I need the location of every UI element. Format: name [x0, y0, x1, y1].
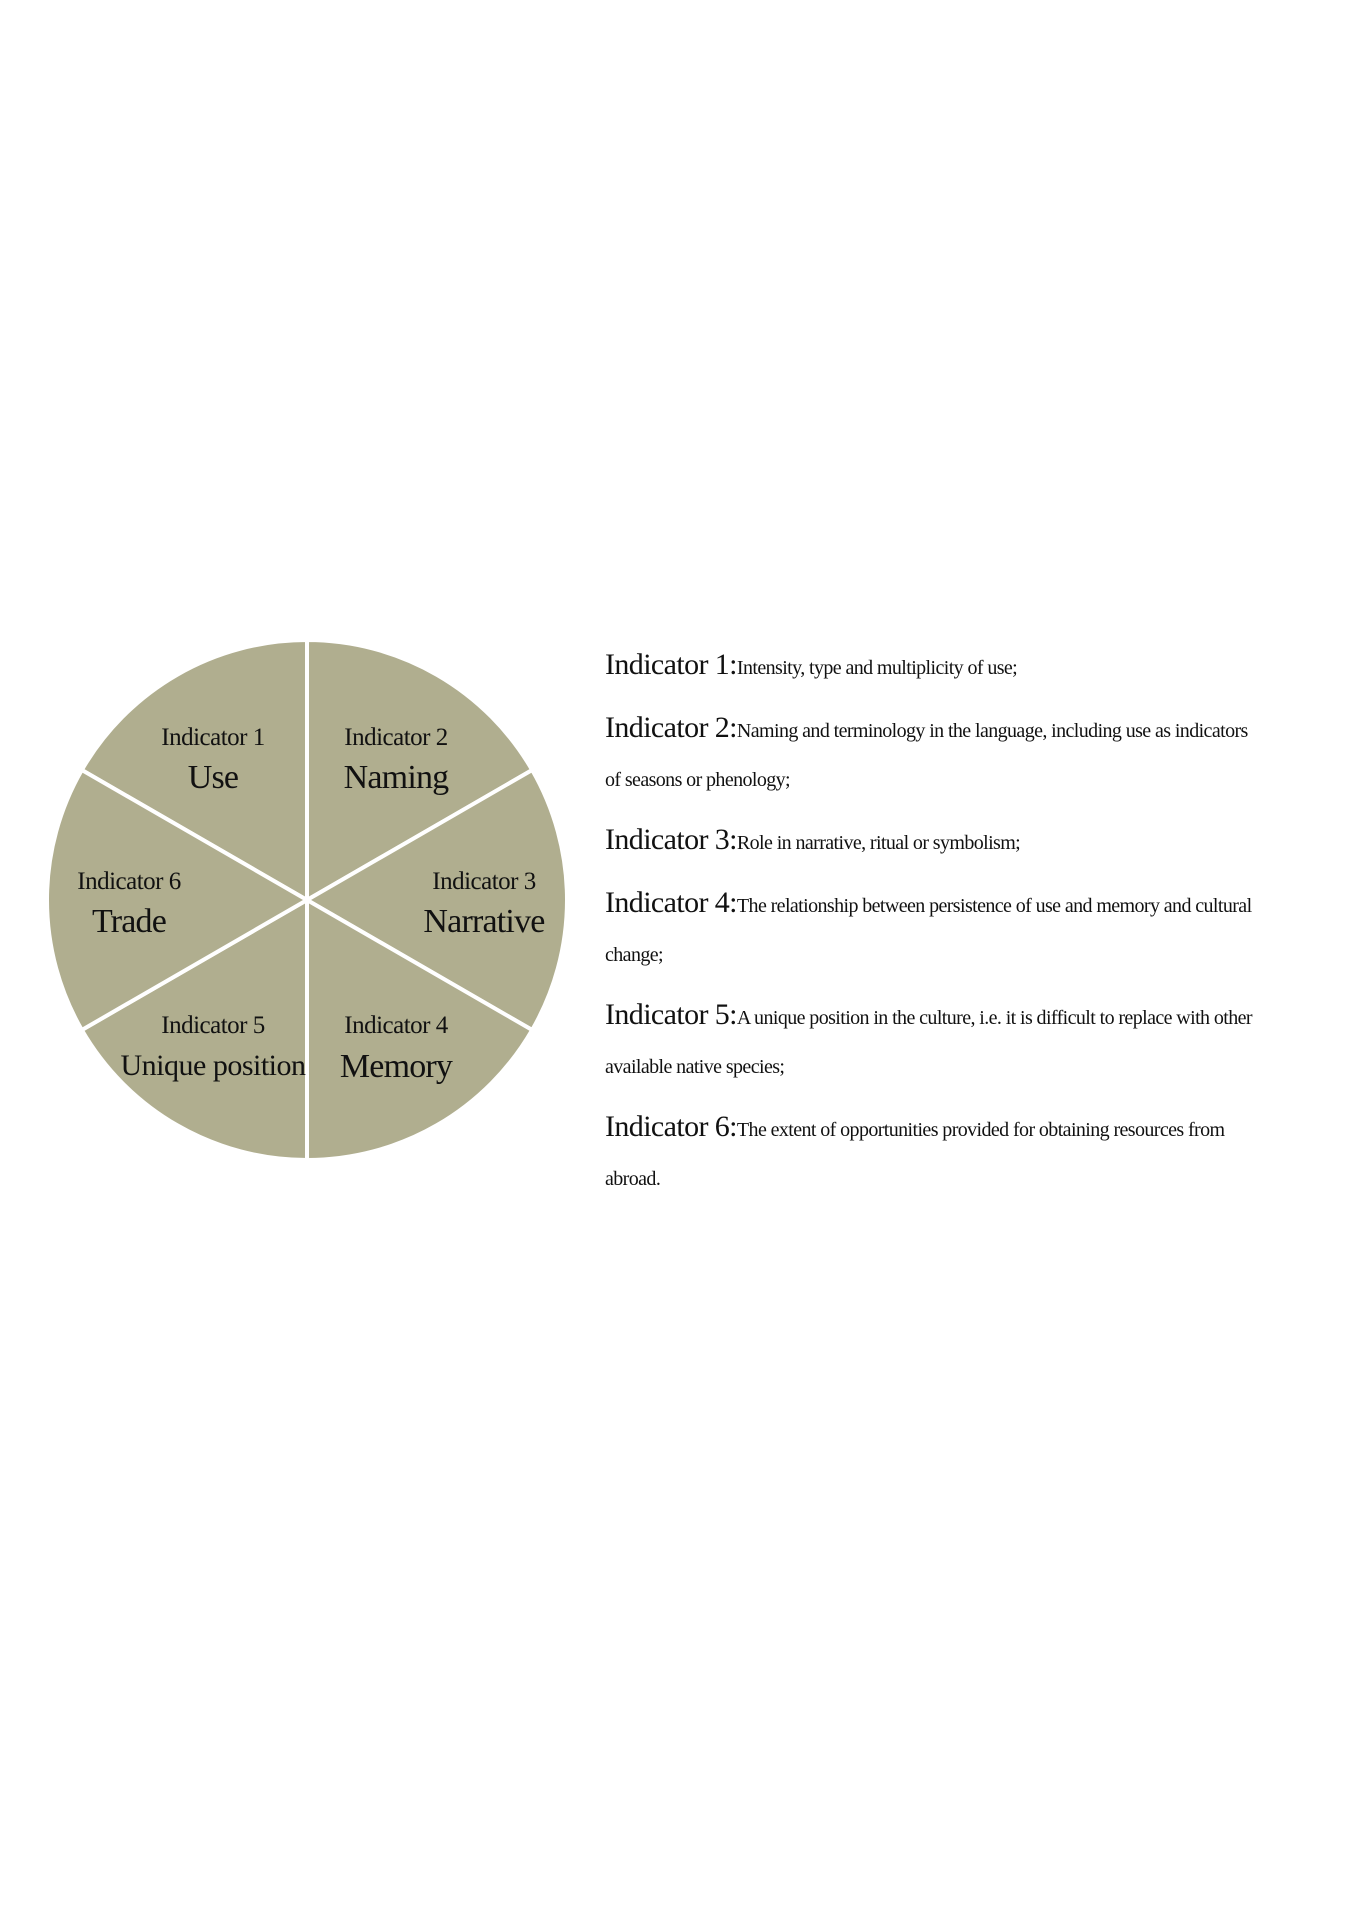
segment-name-label-3: Narrative — [423, 903, 545, 940]
indicator-wheel — [0, 0, 620, 1200]
indicator-legend — [605, 640, 1265, 1214]
segment-indicator-label-4: Indicator 4 — [344, 1012, 448, 1039]
legend-entry-4 — [605, 878, 1265, 980]
legend-text-3: Role in narrative, ritual or symbolism; — [736, 832, 1021, 854]
legend-entry-1 — [605, 640, 1265, 693]
segment-indicator-label-5: Indicator 5 — [161, 1012, 265, 1039]
segment-name-label-4: Memory — [339, 1048, 453, 1085]
legend-text-1: Intensity, type and multiplicity of use; — [736, 657, 1018, 679]
legend-entry-3 — [605, 815, 1265, 868]
legend-head-1: Indicator 1: — [605, 648, 737, 681]
legend-head-6: Indicator 6: — [605, 1110, 737, 1143]
legend-text-4: The relationship between persistence of use and memory and cultural change; — [605, 895, 1252, 966]
legend-entry-5 — [605, 990, 1265, 1092]
segment-name-label-2: Naming — [343, 759, 449, 796]
legend-entry-6 — [605, 1102, 1265, 1204]
legend-head-5: Indicator 5: — [605, 998, 737, 1031]
legend-entry-2 — [605, 703, 1265, 805]
segment-name-label-6: Trade — [91, 903, 167, 940]
segment-indicator-label-1: Indicator 1 — [161, 724, 265, 751]
segment-indicator-label-6: Indicator 6 — [77, 868, 181, 895]
segment-name-label-1: Use — [187, 759, 239, 796]
legend-text-2: Naming and terminology in the language, including use as indicators of seasons or phenology; — [605, 720, 1248, 791]
legend-text-6: The extent of opportunities provided for obtaining resources from abroad. — [605, 1119, 1225, 1190]
indicator-wheel-svg — [0, 0, 620, 1200]
segment-indicator-label-3: Indicator 3 — [432, 868, 536, 895]
segment-indicator-label-2: Indicator 2 — [344, 724, 448, 751]
segment-name-label-5: Unique position — [120, 1049, 306, 1082]
legend-text-5: A unique position in the culture, i.e. it is difficult to replace with other available native species; — [605, 1007, 1252, 1078]
legend-head-2: Indicator 2: — [605, 711, 737, 744]
legend-head-3: Indicator 3: — [605, 823, 737, 856]
legend-head-4: Indicator 4: — [605, 886, 737, 919]
